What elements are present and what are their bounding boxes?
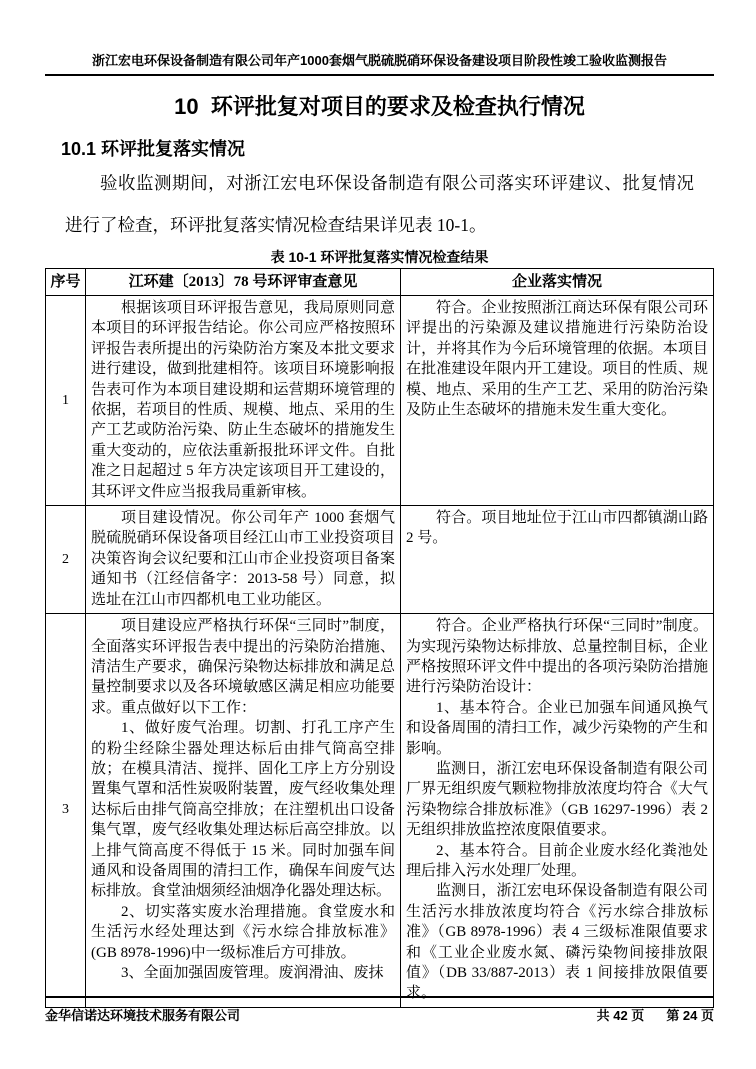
implementation-cell <box>401 614 714 1008</box>
cell-paragraph: 监测日，浙江宏电环保设备制造有限公司生活污水排放浓度均符合《污水综合排放标准》（GB 8978-1996）表 4 三级标准限值要求和《工业企业废水氮、磷污染物间接排放限值》（DB 33/887-2013）表 1 间接排放限值要求。 <box>406 883 708 1002</box>
cell-paragraph: 项目建设应严格执行环保“三同时”制度，全面落实环评报告表中提出的污染防治措施、清洁生产要求，确保污染物达标排放和满足总量控制要求以及各环境敏感区满足相应功能要求。重点做好以下工作： <box>91 618 395 716</box>
row-index: 2 <box>46 506 86 614</box>
cell-paragraph: 1、做好废气治理。切割、打孔工序产生的粉尘经除尘器处理达标后由排气筒高空排放；在模具清洁、搅拌、固化工序上方分别设置集气罩和活性炭吸附装置，废气经收集处理达标后由排气筒高空排放；在注塑机出口设备集气罩，废气经收集处理达标后高空排放。以上排气筒高度不得低于 15 米。同时加强车间通风和设备周围的清扫工作，确保车间废气达标排放。食堂油烟须经油烟净化器处理达标。 <box>91 720 395 900</box>
footer-total-pages: 共 42 页 <box>596 1008 645 1023</box>
table-row <box>46 296 714 506</box>
document-footer <box>45 996 714 1024</box>
table-row <box>46 506 714 614</box>
implementation-cell <box>401 296 714 506</box>
cell-paragraph: 项目建设情况。你公司年产 1000 套烟气脱硫脱硝环保设备项目经江山市工业投资项目决策咨询会议纪要和江山市企业投资项目备案通知书（江经信备字：2013-58 号）同意，拟选址在江山市四都机电工业功能区。 <box>91 510 395 608</box>
cell-paragraph: 符合。企业严格执行环保“三同时”制度。为实现污染物达标排放、总量控制目标，企业严格按照环评文件中提出的各项污染防治措施进行污染防治设计： <box>406 618 708 696</box>
section-heading: 10.1 环评批复落实情况 <box>61 139 246 159</box>
cell-paragraph: 符合。项目地址位于江山市四都镇湖山路 2 号。 <box>406 510 708 547</box>
cell-paragraph: 符合。企业按照浙江商达环保有限公司环评提出的污染源及建议措施进行污染防治设计，并将其作为今后环境管理的依据。本项目在批准建设年限内开工建设。项目的性质、规模、地点、采用的生产工艺、采用的防治污染及防止生态破坏的措施未发生重大变化。 <box>406 300 708 419</box>
table-row <box>46 614 714 1008</box>
cell-paragraph: 1、基本符合。企业已加强车间通风换气和设备周围的清扫工作，减少污染物的产生和影响。 <box>406 699 708 757</box>
intro-paragraph: 验收监测期间，对浙江宏电环保设备制造有限公司落实环评建议、批复情况进行了检查，环评批复落实情况检查结果详见表 10-1。 <box>65 173 694 235</box>
row-index: 3 <box>46 614 86 1008</box>
column-header-implementation: 企业落实情况 <box>401 269 714 296</box>
row-index: 1 <box>46 296 86 506</box>
opinion-cell <box>86 506 401 614</box>
column-header-index: 序号 <box>46 269 86 296</box>
cell-paragraph: 2、基本符合。目前企业废水经化粪池处理后排入污水处理厂处理。 <box>406 842 708 879</box>
review-result-table <box>45 268 714 1008</box>
footer-page-info <box>597 1005 714 1024</box>
cell-paragraph: 3、全面加强固废管理。废润滑油、废抹 <box>121 965 384 981</box>
table-header-row <box>46 269 714 296</box>
cell-paragraph: 2、切实落实废水治理措施。食堂废水和生活污水经处理达到《污水综合排放标准》(GB 8978-1996)中一级标准后方可排放。 <box>91 903 395 961</box>
cell-paragraph: 根据该项目环评报告意见，我局原则同意本项目的环评报告结论。你公司应严格按照环评报告表所提出的污染防治方案及本批文要求进行建设，做到批建相符。该项目环境影响报告表可作为本项目建设期和运营期环境管理的依据，若项目的性质、规模、地点、采用的生产工艺或防治污染、防止生态破坏的措施发生重大变动的，应依法重新报批环评文件。自批准之日起超过 5 年方决定该项目开工建设的，其环评文件应当报我局重新审核。 <box>91 300 395 500</box>
cell-paragraph: 监测日，浙江宏电环保设备制造有限公司厂界无组织废气颗粒物排放浓度均符合《大气污染物综合排放标准》（GB 16297-1996）表 2 无组织排放监控浓度限值要求。 <box>406 760 708 839</box>
footer-company-name: 金华信诺达环境技术服务有限公司 <box>45 1008 241 1023</box>
column-header-opinion: 江环建〔2013〕78 号环评审查意见 <box>86 269 401 296</box>
implementation-cell <box>401 506 714 614</box>
page-title: 10 环评批复对项目的要求及检查执行情况 <box>174 94 585 119</box>
table-caption: 表 10-1 环评批复落实情况检查结果 <box>270 249 489 265</box>
footer-current-page: 第 24 页 <box>666 1008 714 1023</box>
opinion-cell <box>86 614 401 1008</box>
opinion-cell <box>86 296 401 506</box>
document-header: 浙江宏电环保设备制造有限公司年产1000套烟气脱硫脱硝环保设备建设项目阶段性竣工验收监测报告 <box>45 52 714 76</box>
